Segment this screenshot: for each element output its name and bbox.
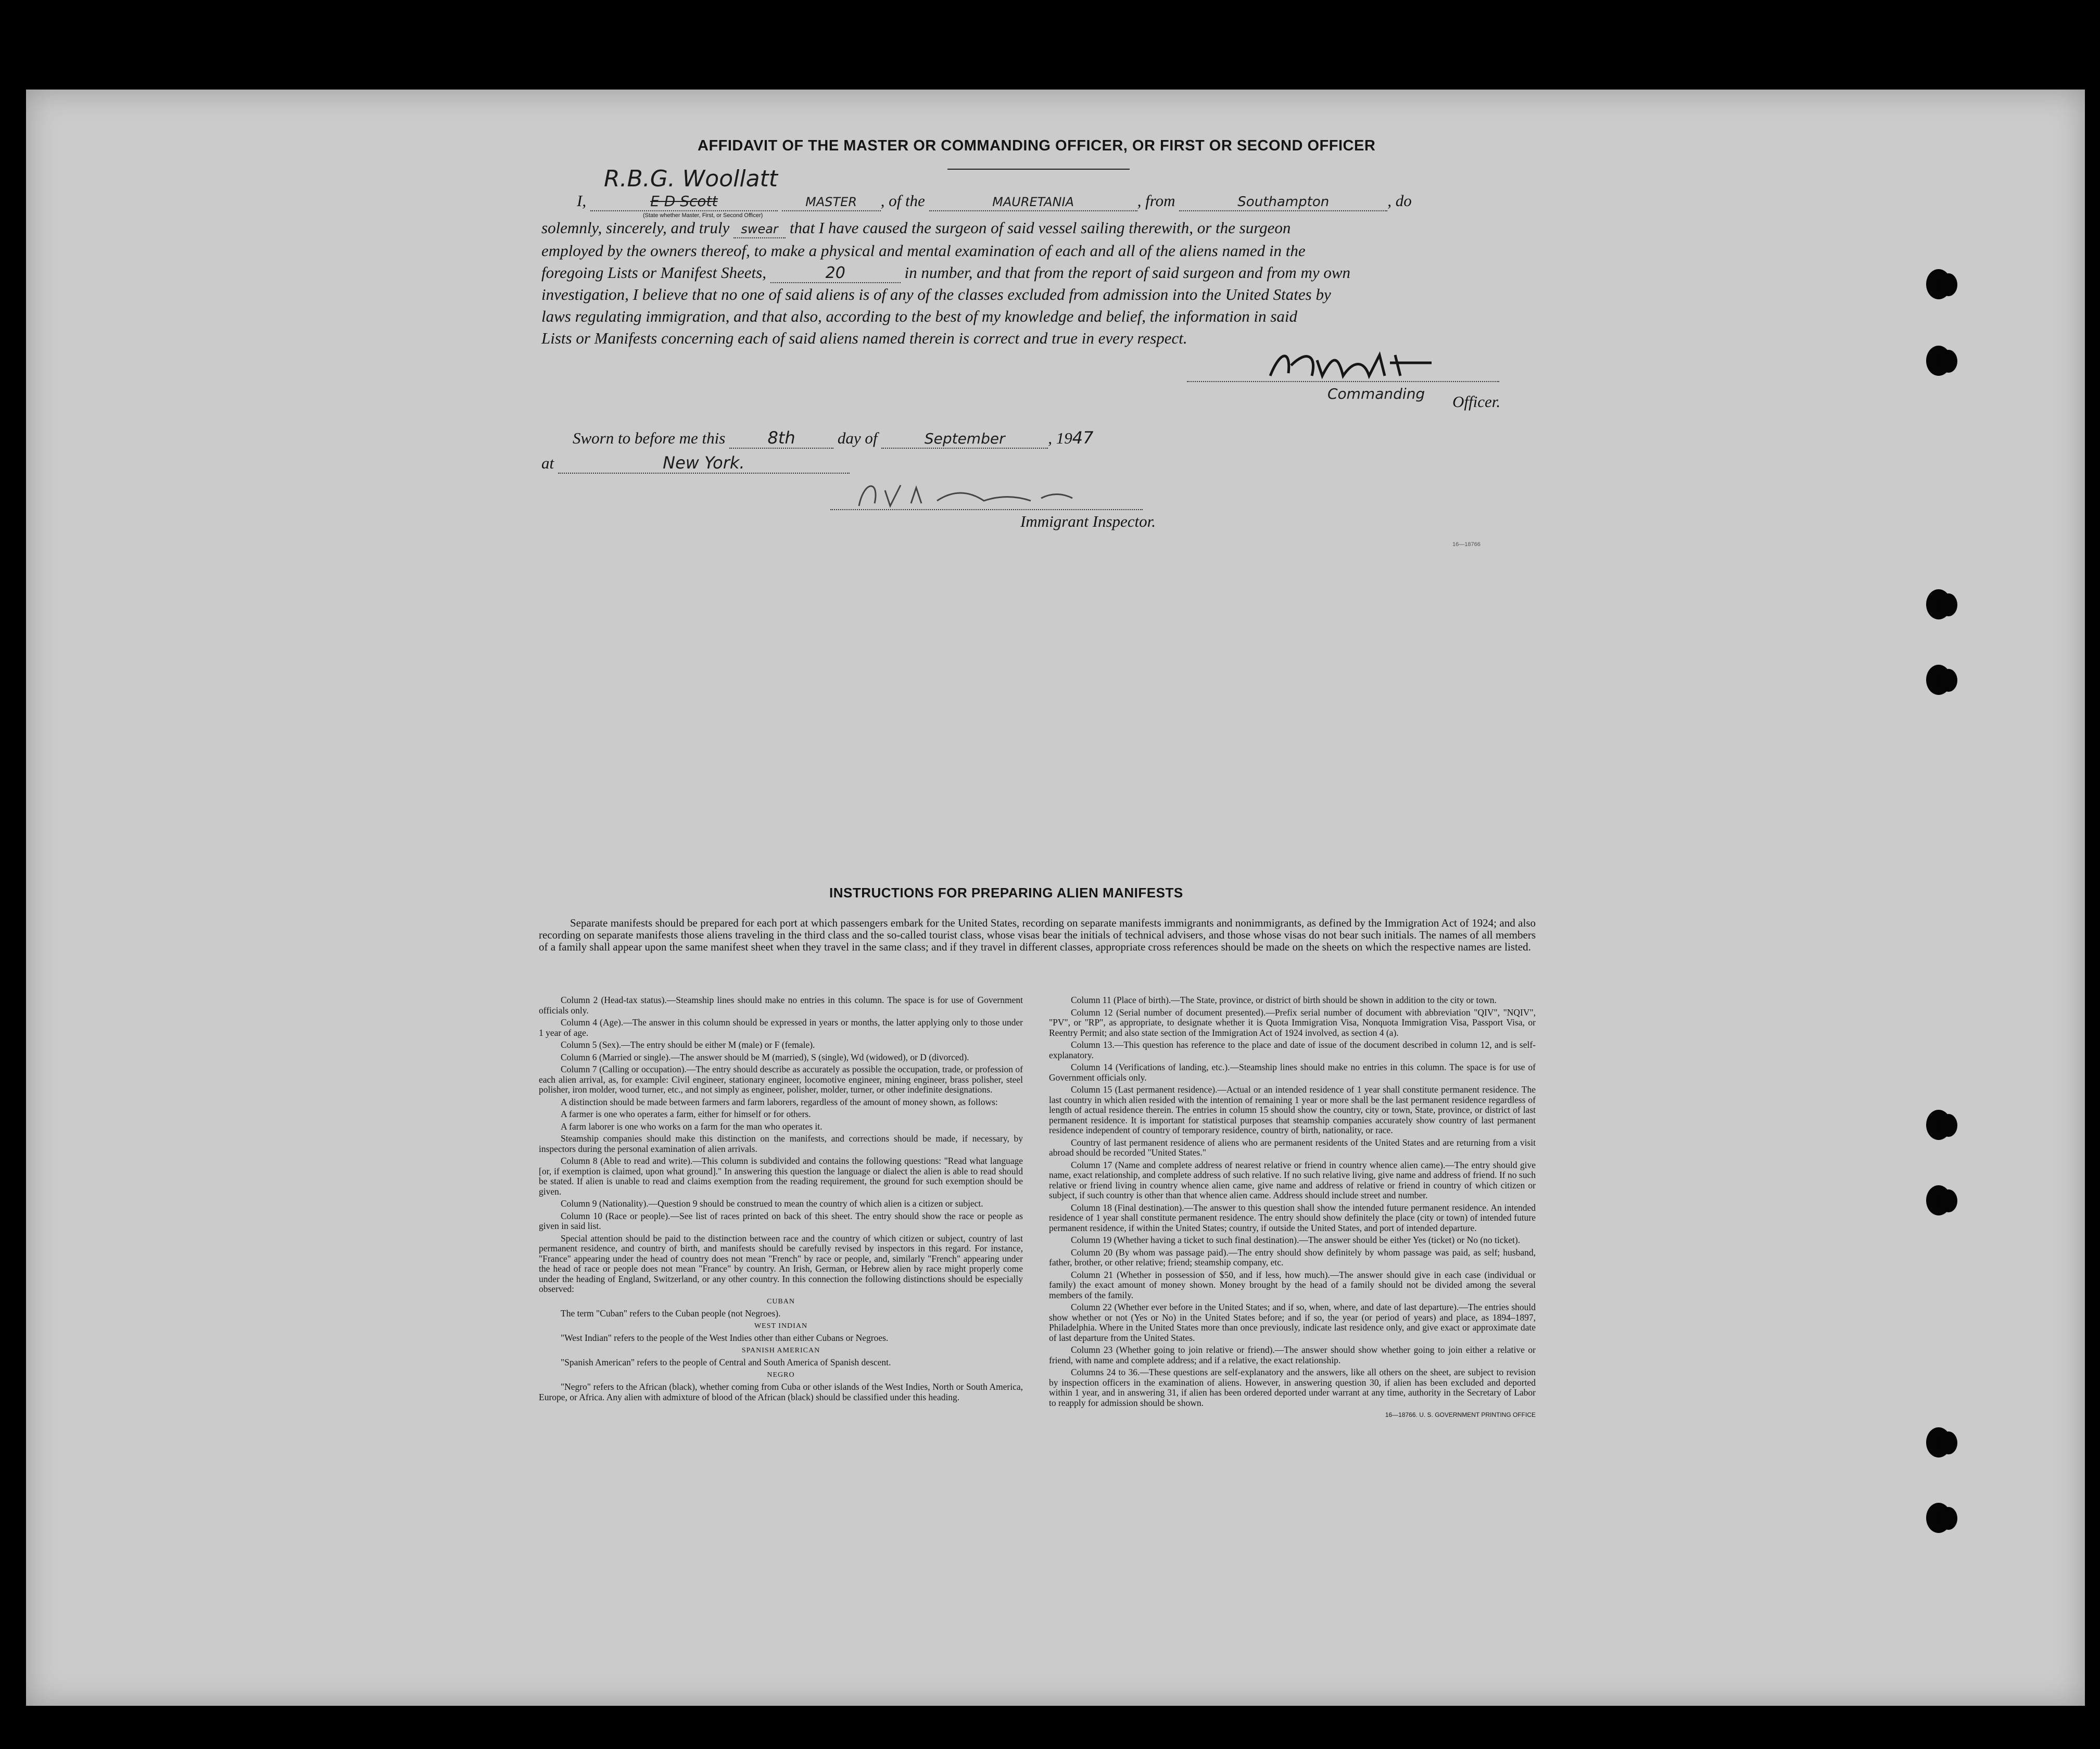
binder-hole bbox=[1926, 665, 1951, 695]
right-para-4: Column 14 (Verifications of landing, etc.).—Steamship lines should make no entries in this column. The space is for use of Government officials only. bbox=[1049, 1062, 1536, 1083]
printing-footer: 16—18766. U. S. GOVERNMENT PRINTING OFFICE bbox=[1385, 1411, 1536, 1418]
instructions-title: INSTRUCTIONS FOR PREPARING ALIEN MANIFESTS bbox=[829, 885, 1183, 901]
master-signature bbox=[1260, 345, 1510, 386]
line-2-start: solemnly, sincerely, and truly bbox=[541, 219, 730, 237]
affidavit-line-4 bbox=[541, 263, 1541, 283]
sworn-line bbox=[573, 428, 1301, 449]
left-para-13: Special attention should be paid to the distinction between race and the country of which citizen or subject, country of last permanent residence, and country of birth, and manifests should be carefully revised by inspectors in this regard. For instance, "France" appearing under the head of country does not mean "French" by race or people, and, similarly "French" appearing under the head of race or people does not mean "France" by country. An Irish, German, or Hebrew alien by race might properly come under the heading of England, Switzerland, or any other country. In this connection the following distinctions should be especially observed: bbox=[539, 1233, 1023, 1294]
right-para-6: Country of last permanent residence of aliens who are permanent residents of the United States and are returning from a visit abroad should be recorded "United States." bbox=[1049, 1137, 1536, 1158]
binder-hole bbox=[1926, 269, 1951, 299]
year-prefix: , 19 bbox=[1048, 429, 1072, 447]
at-label: at bbox=[541, 454, 554, 472]
binder-hole bbox=[1926, 346, 1951, 376]
race-heading-west-indian: WEST INDIAN bbox=[754, 1322, 808, 1330]
race-note-negro: "Negro" refers to the African (black), whether coming from Cuba or other islands of the West Indies, North or South America, Europe, or Africa. Any alien with admixture of blood of the African (black) should be classified under this heading. bbox=[539, 1382, 1023, 1402]
left-para-7: A farmer is one who operates a farm, either for himself or for others. bbox=[561, 1109, 811, 1119]
left-para-2: Column 4 (Age).—The answer in this column should be expressed in years or months, the latter applying only to those under 1 year of age. bbox=[539, 1017, 1023, 1038]
affidavit-line-1 bbox=[577, 192, 1535, 211]
race-note-cuban: The term "Cuban" refers to the Cuban people (not Negroes). bbox=[561, 1308, 781, 1319]
right-para-13: Column 23 (Whether going to join relative or friend).—The answer should show whether going to join either a relative or friend, with name and complete address; and if a relative, the exact relationship. bbox=[1049, 1345, 1536, 1365]
binder-hole bbox=[1926, 589, 1951, 619]
binder-hole bbox=[1926, 1110, 1951, 1140]
race-heading-cuban: CUBAN bbox=[766, 1297, 795, 1306]
sworn-place: New York. bbox=[663, 453, 745, 473]
title-rule bbox=[947, 169, 1130, 170]
sworn-year: 47 bbox=[1072, 428, 1094, 448]
right-para-5: Column 15 (Last permanent residence).—Actual or an intended residence of 1 year shall constitute permanent residence. The last country in which alien resided with the intention of remaining 1 year or more shall be the last permanent residence regardless of length of actual residence therein. The entries in column 15 should show the country, city or town, State, province, or district of last permanent residence. It is important for statistical purposes that steamship companies accurately show country of last permanent residence independent of country of temporary residence, country of birth, nationality, or race. bbox=[1049, 1084, 1536, 1135]
binder-hole bbox=[1926, 1185, 1951, 1215]
affidavit-line-2 bbox=[541, 219, 1541, 238]
line-4-end: in number, and that from the report of said surgeon and from my own bbox=[904, 263, 1351, 282]
left-para-9: Steamship companies should make this distinction on the manifests, and corrections should be made, if necessary, by inspectors during the personal examination of alien arrivals. bbox=[539, 1133, 1023, 1154]
right-para-10: Column 20 (By whom was passage paid).—The entry should show definitely by whom passage was paid, as self; husband, father, brother, or other relative; friend; steamship company, etc. bbox=[1049, 1247, 1536, 1268]
officer-label: Officer. bbox=[1452, 392, 1501, 411]
binder-hole bbox=[1926, 1427, 1951, 1458]
signature-line bbox=[1187, 381, 1499, 382]
binder-hole bbox=[1926, 1503, 1951, 1533]
right-para-1: Column 11 (Place of birth).—The State, province, or district of birth should be shown in addition to the city or town. bbox=[1071, 995, 1497, 1005]
do-label: , do bbox=[1387, 192, 1412, 210]
sheets-count: 20 bbox=[825, 264, 845, 282]
right-para-11: Column 21 (Whether in possession of $50, and if less, how much).—The answer should give in each case (individual or family) the exact amount of money shown. Money brought by the head of a family should not be divided among the several members of the family. bbox=[1049, 1269, 1536, 1300]
right-para-8: Column 18 (Final destination).—The answer to this question shall show the intended future permanent residence. An intended residence of 1 year shall constitute permanent residence. The entry should show definitely the place (city or town) of intended future permanent residence, if within the United States; country, if outside the United States, and port of intended departure. bbox=[1049, 1202, 1536, 1233]
officer-title: Commanding bbox=[1327, 385, 1425, 402]
day-of-label: day of bbox=[837, 429, 878, 447]
left-para-4: Column 6 (Married or single).—The answer should be M (married), S (single), Wd (widowed), or D (divorced). bbox=[561, 1051, 969, 1062]
race-heading-negro: NEGRO bbox=[767, 1371, 795, 1379]
from-label: , from bbox=[1137, 192, 1175, 210]
left-para-6: A distinction should be made between farmers and farm laborers, regardless of the amount of money shown, as follows: bbox=[561, 1096, 998, 1107]
affidavit-line-7: Lists or Manifests concerning each of said aliens named therein is correct and true in every respect. bbox=[541, 329, 1187, 347]
line-2-end: that I have caused the surgeon of said vessel sailing therewith, or the surgeon bbox=[789, 219, 1291, 237]
form-number: 16—18766 bbox=[1452, 541, 1481, 548]
left-para-10: Column 8 (Able to read and write).—This column is subdivided and contains the following questions: "Read what language [or, if exemption is claimed, upon what ground]." In answering this question the language or dialect the alien is able to read should be stated. If alien is unable to read and claims exemption from the reading requirement, the ground for such exemption should be given. bbox=[539, 1156, 1023, 1197]
race-note-west-indian: "West Indian" refers to the people of the West Indies other than either Cubans or Negroes. bbox=[561, 1333, 889, 1343]
race-note-spanish-american: "Spanish American" refers to the people of Central and South America of Spanish descent. bbox=[561, 1357, 891, 1367]
left-para-1: Column 2 (Head-tax status).—Steamship lines should make no entries in this column. The space is for use of Government officials only. bbox=[539, 995, 1023, 1016]
affidavit-line-6: laws regulating immigration, and that also, according to the best of my knowledge and belief, the information in said bbox=[541, 307, 1298, 325]
at-line bbox=[541, 453, 906, 474]
instructions-intro: Separate manifests should be prepared for each port at which passengers embark for the United States, recording on separate manifests immigrants and nonimmigrants, as defined by the Immigration Act of 1924; and also recording on separate manifests those aliens traveling in the third class and the so-called tourist class, whose visas bear the initials of technical advisers, and those whose visas do not bear such initials. The names of all members of a family shall appear upon the same manifest sheet when they travel in the same class; and if they travel in different classes, appropriate cross references should be made on the sheets on which the respective names are listed. bbox=[539, 917, 1536, 953]
struck-name: E D Scott bbox=[650, 193, 718, 210]
of-the-label: , of the bbox=[880, 192, 925, 210]
manifest-page bbox=[26, 90, 2085, 1706]
right-para-7: Column 17 (Name and complete address of nearest relative or friend in country whence alien came).—The entry should give name, exact relationship, and complete address of such relative. If no such relative living, give name and address of friend. If no such relative or friend living in country whence alien came, give name and address of relative or friend in country of which citizen or subject, if such country is other than that whence alien came. Address should include street and number. bbox=[1049, 1159, 1536, 1200]
port-value: Southampton bbox=[1237, 194, 1330, 210]
right-para-3: Column 13.—This question has reference to the place and date of issue of the document described in column 12, and is self-explanatory. bbox=[1049, 1040, 1536, 1060]
instructions-right-column bbox=[1049, 995, 1536, 1421]
left-para-3: Column 5 (Sex).—The entry should be either M (male) or F (female). bbox=[561, 1040, 815, 1050]
inspector-signature bbox=[833, 475, 1166, 516]
left-para-8: A farm laborer is one who works on a farm for the man who operates it. bbox=[561, 1121, 823, 1132]
position-hint: (State whether Master, First, or Second Officer) bbox=[643, 212, 763, 219]
right-para-2: Column 12 (Serial number of document presented).—Prefix serial number of document with abbreviation "QIV", "NQIV", "PV", or "RP", as appropriate, to designate whether it is Quota Immigration Visa, Nonquota Immigration Visa, Passport Visa, or Reentry Permit; and also state section of the Immigration Act of 1924 involved, as section 4 (a). bbox=[1049, 1007, 1536, 1038]
affidavit-line-5: investigation, I believe that no one of said aliens is of any of the classes excluded from admission into the United States by bbox=[541, 285, 1331, 303]
left-para-5: Column 7 (Calling or occupation).—The entry should describe as accurately as possible the occupation, trade, or profession of each alien arrival, as, for example: Civil engineer, stationary engineer, locomotive engineer, mining engineer, brass polisher, steel polisher, iron molder, wood turner, etc., and not simply as engineer, polisher, molder, turner, or other indefinite designations. bbox=[539, 1064, 1023, 1095]
race-heading-spanish-american: SPANISH AMERICAN bbox=[741, 1346, 820, 1354]
right-para-12: Column 22 (Whether ever before in the United States; and if so, when, where, and date of last departure).—The entries should show whether or not (Yes or No) in the United States before; and if so, the year (or period of years) and place, as 1894–1897, Philadelphia. Where in the United States more than once previously, indicate last residence only, and give exact or approximate date of last departure from the United States. bbox=[1049, 1302, 1536, 1343]
inspector-label: Immigrant Inspector. bbox=[1020, 512, 1156, 530]
right-para-9: Column 19 (Whether having a ticket to such final destination).—The answer should be either Yes (ticket) or No (no ticket). bbox=[1071, 1235, 1521, 1245]
affidavit-line-3: employed by the owners thereof, to make a physical and mental examination of each and all of the aliens named in the bbox=[541, 242, 1306, 260]
handwritten-name: R.B.G. Woollatt bbox=[604, 166, 778, 192]
sworn-word: swear bbox=[741, 222, 778, 236]
vessel-name: MAURETANIA bbox=[992, 195, 1074, 209]
sworn-label: Sworn to before me this bbox=[573, 429, 726, 447]
left-para-11: Column 9 (Nationality).—Question 9 should be construed to mean the country of which alien is a citizen or subject. bbox=[561, 1198, 983, 1209]
sworn-day: 8th bbox=[767, 428, 795, 448]
position-value: MASTER bbox=[805, 195, 857, 209]
instructions-left-column bbox=[539, 995, 1023, 1404]
line-4-start: foregoing Lists or Manifest Sheets, bbox=[541, 263, 766, 282]
right-para-14: Columns 24 to 36.—These questions are self-explanatory and the answers, like all others on the sheet, are subject to revision by inspection officers in the examination of aliens. However, in answering question 30, if alien has been excluded and deported within 1 year, and in answering 31, if alien has been ordered deported under warrant at any time, authority in the Secretary of Labor to reapply for admission should be shown. bbox=[1049, 1367, 1536, 1408]
affidavit-title: AFFIDAVIT OF THE MASTER OR COMMANDING OFFICER, OR FIRST OR SECOND OFFICER bbox=[698, 137, 1376, 154]
sworn-month: September bbox=[924, 430, 1005, 447]
inspector-line bbox=[830, 509, 1143, 510]
left-para-12: Column 10 (Race or people).—See list of races printed on back of this sheet. The entry should show the race or people as given in said list. bbox=[539, 1210, 1023, 1231]
i-label: I, bbox=[577, 192, 587, 210]
